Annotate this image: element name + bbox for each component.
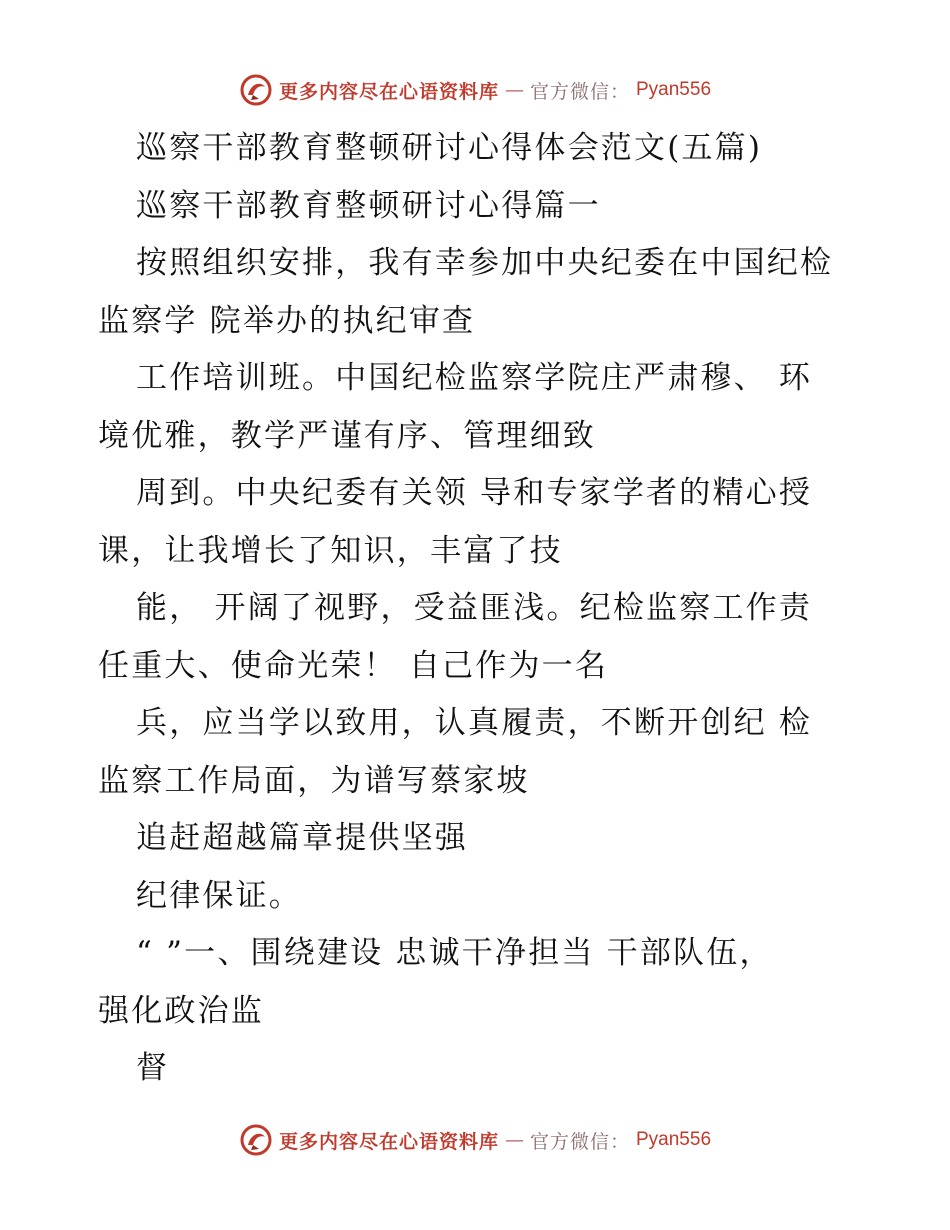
red-swirl-logo-icon [239,1123,273,1157]
banner-dash: — [504,79,524,101]
banner-wechat-id: Pyan556 [636,79,712,100]
text-line: 境优雅，教学严谨有序、管理细致 [98,417,596,454]
text-line: 工作培训班。中国纪检监察学院庄严肃穆、 环 [136,360,813,396]
text-line: 任重大、使命光荣！ 自己作为一名 [98,647,609,684]
text-line: 追赶超越篇章提供坚强 [136,820,468,856]
banner-site-text: 更多内容尽在心语资料库 [278,1130,499,1153]
banner-dash: — [504,1129,524,1151]
banner-wechat-label: 官方微信： [529,80,630,103]
banner-content [239,73,711,107]
banner-wechat-id: Pyan556 [636,1129,712,1150]
text-line: 督 [136,1050,170,1086]
text-line: 兵，应当学以致用，认真履责，不断开创纪 检 [136,705,813,741]
text-line: 监察工作局面，为谱写蔡家坡 [98,762,530,799]
header-banner [0,70,950,110]
text-line: 能， 开阔了视野，受益匪浅。纪检监察工作责 [136,590,813,626]
banner-wechat-label: 官方微信： [529,1130,630,1153]
text-line: “ ”一、围绕建设 忠诚干净担当 干部队伍， [136,935,773,971]
text-line: 巡察干部教育整顿研讨心得体会范文(五篇) [136,130,763,166]
text-line: 周到。中央纪委有关领 导和专家学者的精心授 [136,475,813,511]
text-line: 巡察干部教育整顿研讨心得篇一 [136,187,601,224]
red-swirl-logo-icon [239,73,273,107]
banner-site-text: 更多内容尽在心语资料库 [278,80,499,103]
document-body [98,120,858,1098]
text-line: 按照组织安排，我有幸参加中央纪委在中国纪检 [136,245,834,281]
text-line: 强化政治监 [98,992,264,1029]
footer-banner [0,1120,950,1160]
banner-content [239,1123,711,1157]
text-line: 纪律保证。 [136,877,302,914]
text-line: 监察学 院举办的执纪审查 [98,302,476,339]
text-line: 课，让我增长了知识，丰富了技 [98,532,563,569]
